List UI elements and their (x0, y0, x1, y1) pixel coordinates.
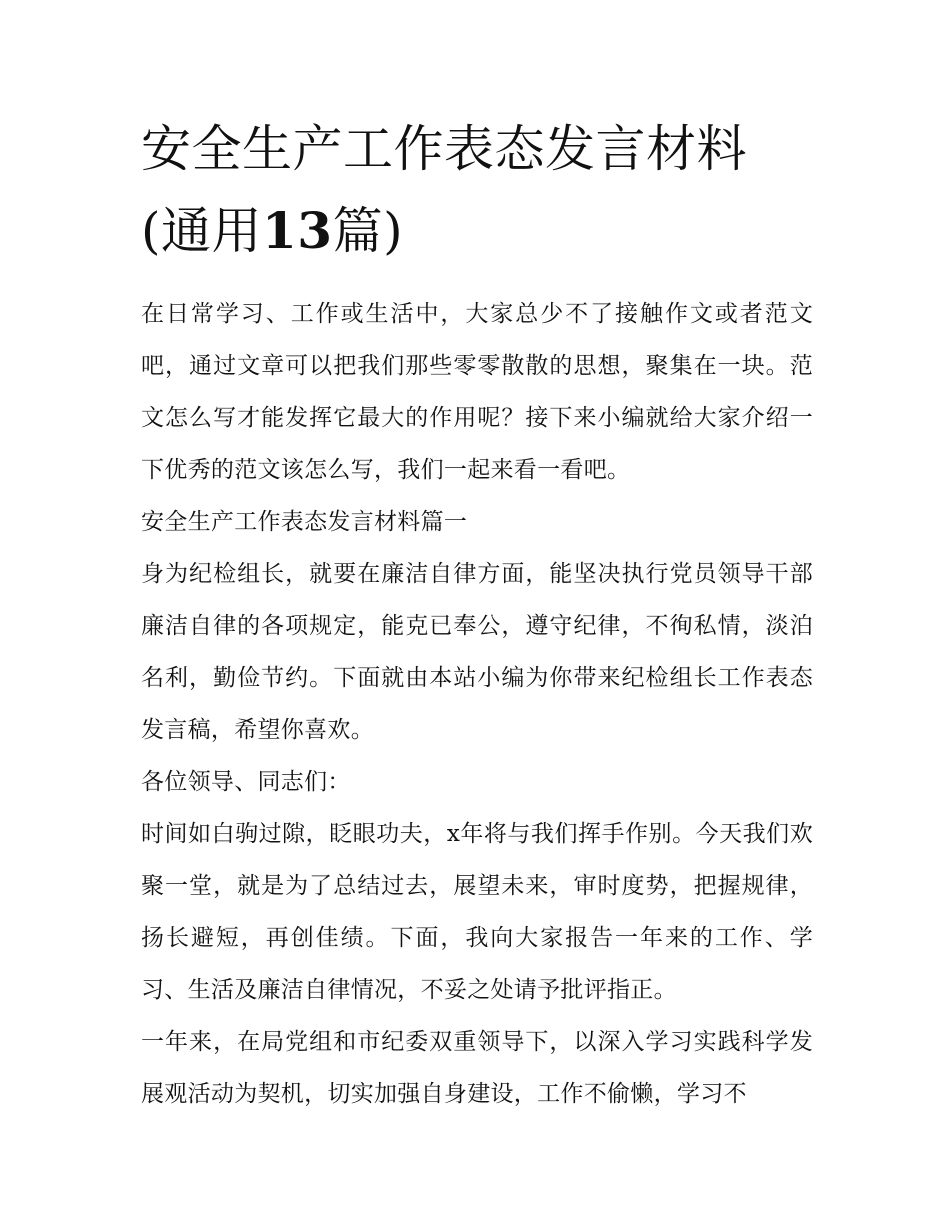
document-content (141, 108, 813, 1120)
paragraph-opening: 时间如白驹过隙，眨眼功夫，x年将与我们挥手作别。今天我们欢聚一堂，就是为了总结过去，展望未来，审时度势，把握规律，扬长避短，再创佳绩。下面，我向大家报告一年来的工作、学习、生活及廉洁自律情况，不妥之处请予批评指正。 (141, 821, 813, 1003)
section-heading: 安全生产工作表态发言材料篇一 (141, 509, 468, 535)
document-body (141, 288, 813, 1120)
paragraph-intro: 在日常学习、工作或生活中，大家总少不了接触作文或者范文吧，通过文章可以把我们那些零零散散的思想，聚集在一块。范文怎么写才能发挥它最大的作用呢？接下来小编就给大家介绍一下优秀的范文该怎么写，我们一起来看一看吧。 (141, 301, 813, 483)
paragraph-summary: 身为纪检组长，就要在廉洁自律方面，能坚决执行党员领导干部廉洁自律的各项规定，能克已奉公，遵守纪律，不徇私情，淡泊名利，勤俭节约。下面就由本站小编为你带来纪检组长工作表态发言稿，希望你喜欢。 (141, 561, 813, 743)
paragraph-salutation: 各位领导、同志们： (141, 769, 351, 795)
title-number: 13 (262, 201, 333, 260)
document-title: 安全生产工作表态发言材料(通用13篇) (141, 120, 747, 260)
paragraph-body: 一年来，在局党组和市纪委双重领导下，以深入学习实践科学发展观活动为契机，切实加强自身建设，工作不偷懒，学习不 (141, 1029, 813, 1107)
